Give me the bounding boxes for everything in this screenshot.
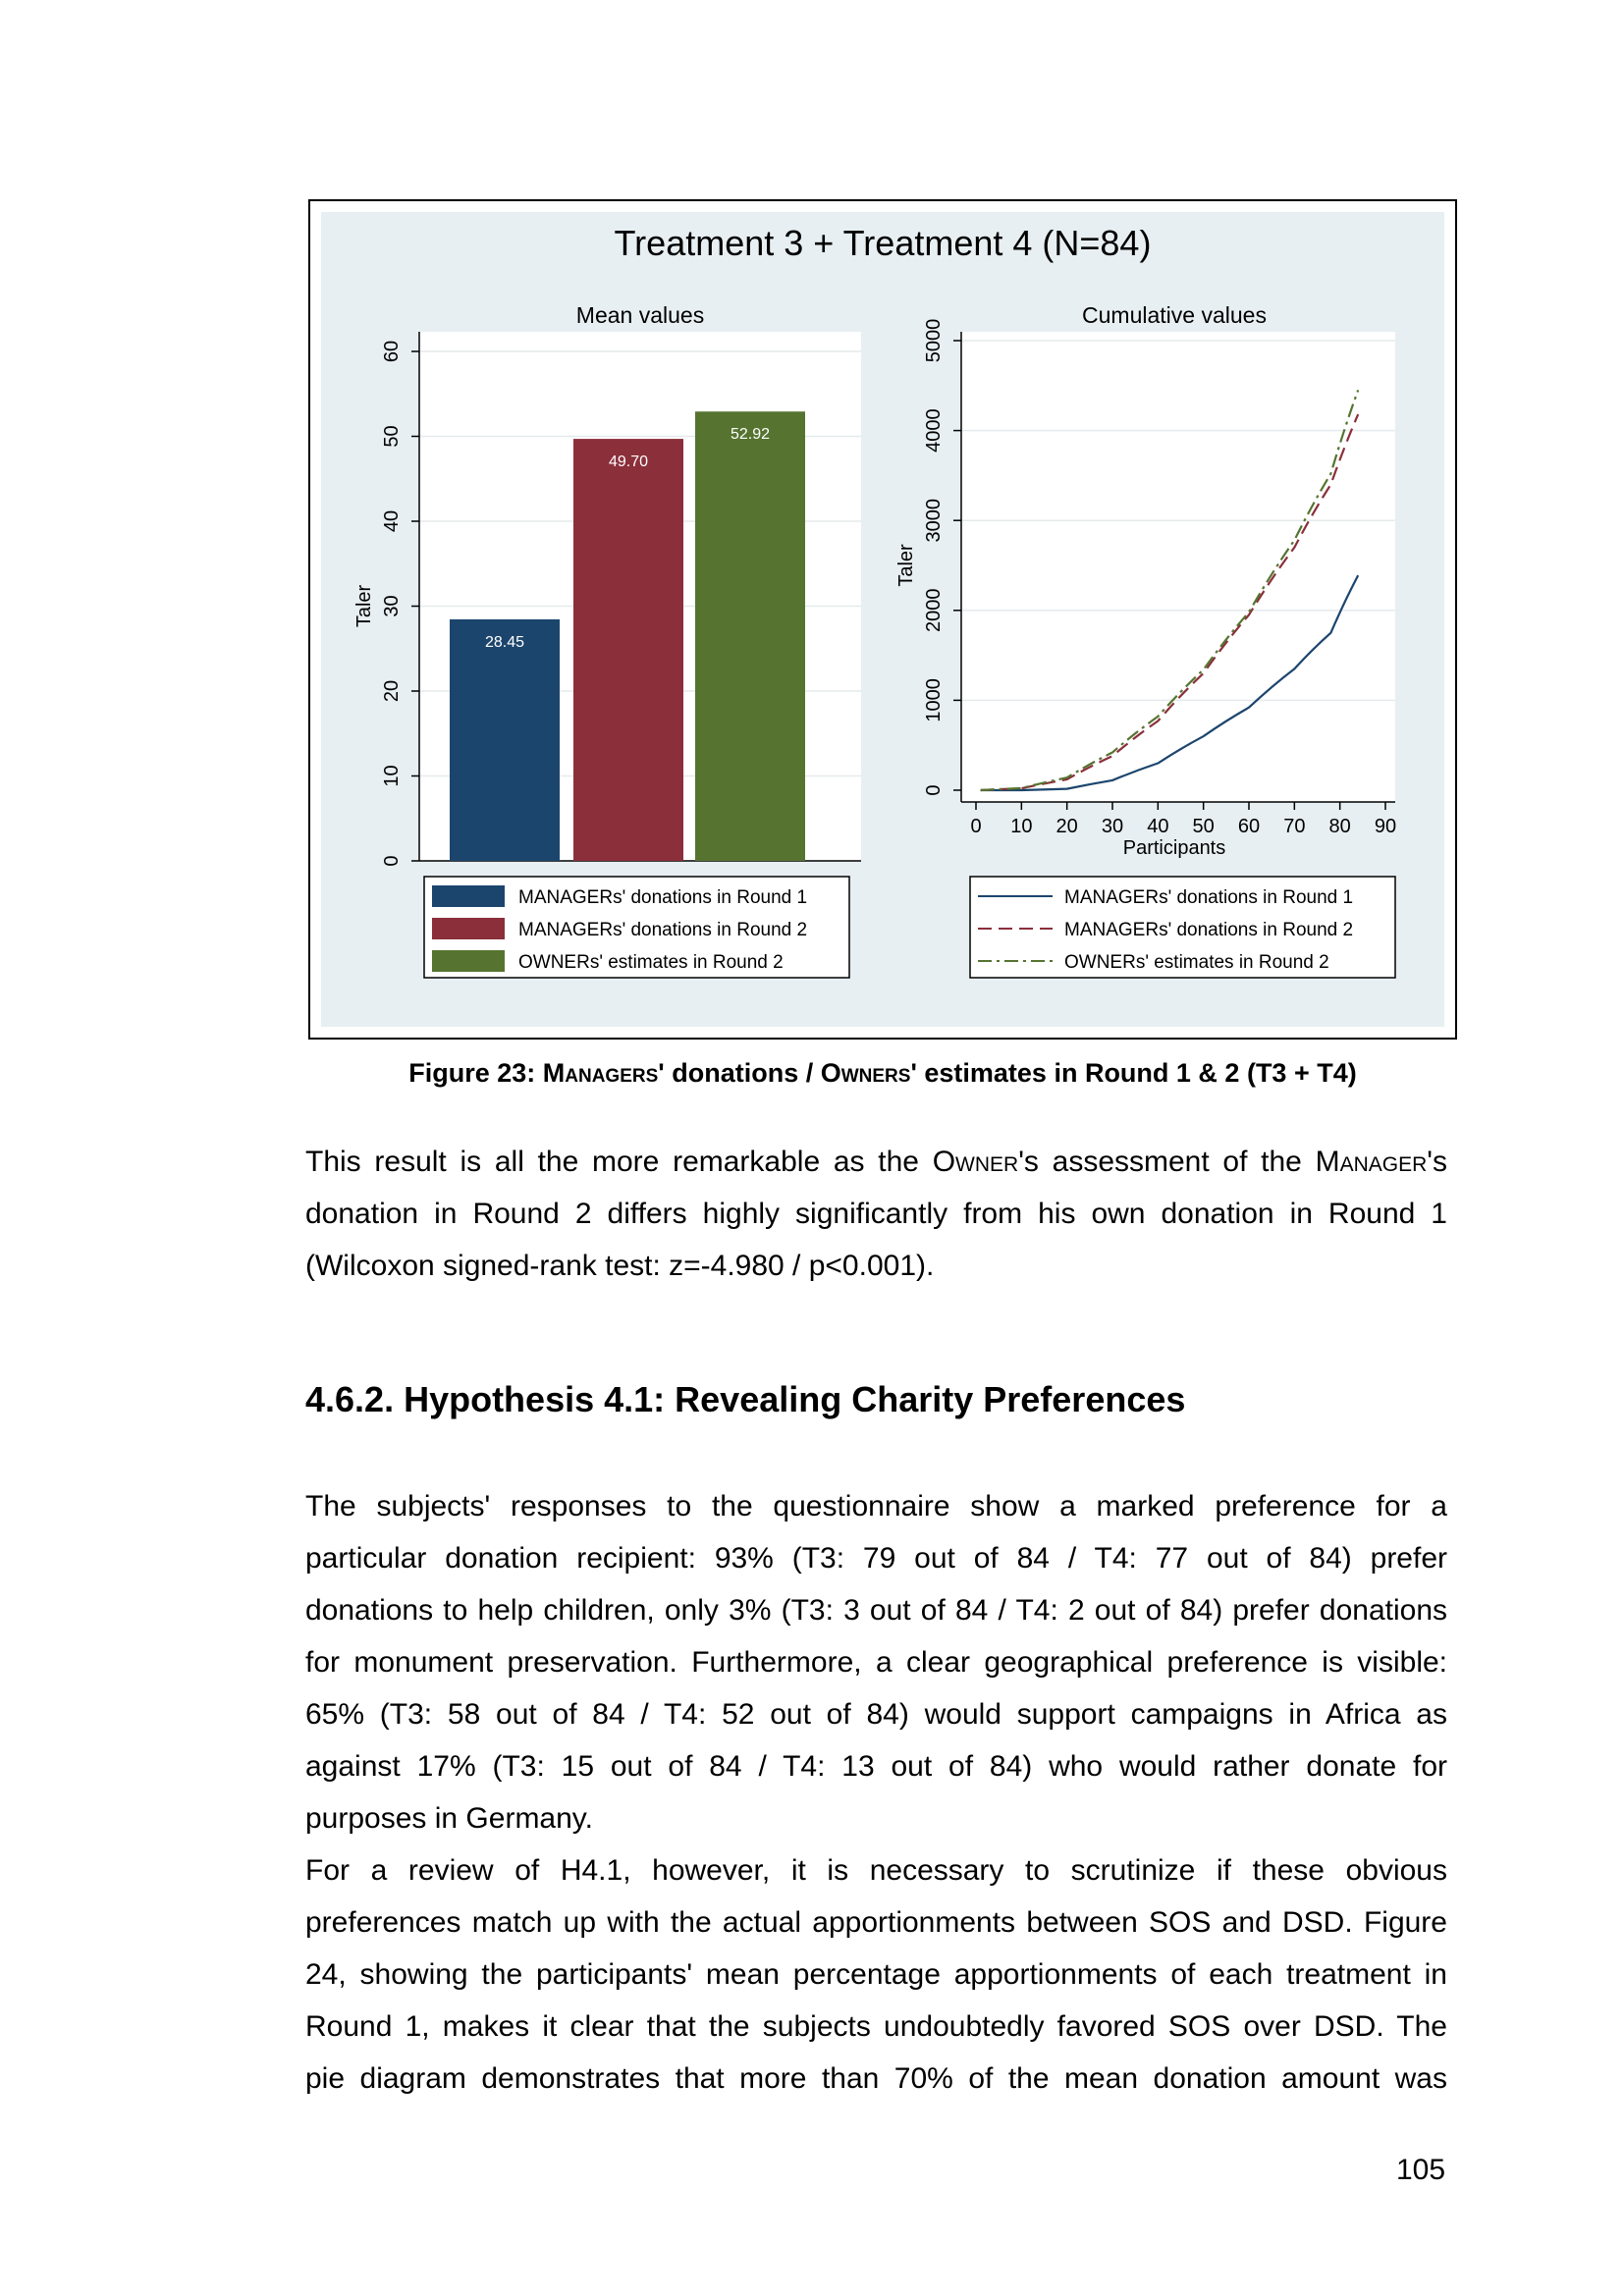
paragraph-3-line: preferences match up with the actual apportionments between SOS and DSD. Figure: [305, 1906, 1447, 1939]
paragraph-3-line: For a review of H4.1, however, it is necessary to scrutinize if these obvious: [305, 1854, 1447, 1887]
bar-y-tick-label: 50: [381, 425, 403, 448]
bar-value-label: 52.92: [730, 426, 771, 444]
bar-legend-label: MANAGERs' donations in Round 2: [518, 920, 808, 940]
figure-caption: [308, 1058, 1457, 1089]
line-x-tick-label: 80: [1328, 816, 1351, 837]
line-x-tick-label: 20: [1056, 816, 1078, 837]
bar-value-label: 28.45: [484, 633, 525, 651]
paragraph-1-line-3: (Wilcoxon signed-rank test: z=-4.980 / p<0.001).: [305, 1250, 935, 1282]
line-plot-area: [961, 332, 1395, 802]
figure-23: [308, 199, 1457, 1040]
page-number: 105: [1396, 2154, 1446, 2186]
bar-y-tick-label: 0: [381, 855, 403, 867]
paragraph-2-line: purposes in Germany.: [305, 1802, 593, 1835]
bar: [695, 411, 805, 861]
caption-managers: Managers: [542, 1058, 659, 1088]
section-heading: 4.6.2. Hypothesis 4.1: Revealing Charity Preferences: [305, 1379, 1186, 1419]
paragraph-2-line: for monument preservation. Furthermore, a clear geographical preference is visible:: [305, 1646, 1447, 1679]
paragraph-3-line: Round 1, makes it clear that the subjects undoubtedly favored SOS over DSD. The: [305, 2010, 1447, 2043]
bar-y-axis-label: Taler: [353, 584, 375, 628]
line-y-tick-label: 4000: [923, 408, 945, 453]
para1-manager: Manager: [1315, 1146, 1428, 1178]
bar-legend-swatch: [432, 918, 505, 939]
line-y-tick-label: 5000: [923, 318, 945, 363]
line-y-tick-label: 1000: [923, 678, 945, 722]
paragraph-1-line-2: donation in Round 2 differs highly significantly from his own donation in Round 1: [305, 1198, 1447, 1230]
para1-text-a: This result is all the more remarkable as the: [305, 1146, 933, 1178]
bar-legend-label: OWNERs' estimates in Round 2: [518, 952, 784, 973]
bar-subtitle: Mean values: [575, 302, 705, 328]
line-y-tick-label: 2000: [923, 588, 945, 633]
paragraph-3-line: 24, showing the participants' mean percentage apportionments of each treatment in: [305, 1958, 1447, 1991]
bar: [450, 619, 560, 861]
bar: [573, 439, 683, 861]
bar-y-tick-label: 10: [381, 765, 403, 787]
paragraph-2-line: The subjects' responses to the questionnaire show a marked preference for a: [305, 1490, 1447, 1522]
paragraph-2-line: particular donation recipient: 93% (T3: 79 out of 84 / T4: 77 out of 84) prefer: [305, 1542, 1447, 1575]
paragraph-1: [305, 1136, 1447, 1292]
line-x-tick-label: 10: [1010, 816, 1033, 837]
para1-owner: Owner: [932, 1146, 1019, 1178]
line-x-tick-label: 90: [1374, 816, 1397, 837]
line-x-tick-label: 40: [1147, 816, 1169, 837]
bar-legend-label: MANAGERs' donations in Round 1: [518, 887, 808, 908]
line-x-tick-label: 60: [1237, 816, 1261, 837]
paragraph-2: [305, 1480, 1447, 1844]
line-legend-label: MANAGERs' donations in Round 2: [1064, 920, 1354, 940]
bar-y-tick-label: 20: [381, 679, 403, 703]
bar-legend-swatch: [432, 950, 505, 972]
bar-value-label: 49.70: [608, 454, 649, 471]
figure-title: Treatment 3 + Treatment 4 (N=84): [614, 223, 1152, 263]
caption-prefix: Figure 23:: [408, 1058, 543, 1088]
caption-owners: Owners: [820, 1058, 911, 1088]
line-legend-label: MANAGERs' donations in Round 1: [1064, 887, 1354, 908]
line-legend-label: OWNERs' estimates in Round 2: [1064, 952, 1329, 973]
line-y-tick-label: 3000: [923, 498, 945, 543]
line-subtitle: Cumulative values: [1082, 302, 1267, 328]
paragraph-3: [305, 1844, 1447, 2105]
line-x-axis-label: Participants: [1122, 837, 1226, 859]
line-x-tick-label: 0: [970, 816, 982, 837]
bar-y-tick-label: 40: [381, 509, 403, 533]
paragraph-2-line: donations to help children, only 3% (T3: 3 out of 84 / T4: 2 out of 84) prefer donations: [305, 1594, 1447, 1627]
line-x-tick-label: 70: [1283, 816, 1306, 837]
line-x-tick-label: 30: [1101, 816, 1124, 837]
line-x-tick-label: 50: [1192, 816, 1215, 837]
line-y-tick-label: 0: [923, 784, 945, 796]
paragraph-2-line: 65% (T3: 58 out of 84 / T4: 52 out of 84) would support campaigns in Africa as: [305, 1698, 1447, 1731]
para1-text-c: 's: [1427, 1146, 1447, 1178]
caption-suffix: ' estimates in Round 1 & 2 (T3 + T4): [910, 1058, 1357, 1088]
paragraph-1-line-1: [305, 1136, 1447, 1188]
bar-y-tick-label: 60: [381, 340, 403, 363]
paragraph-3-line: pie diagram demonstrates that more than 70% of the mean donation amount was: [305, 2062, 1447, 2095]
figure-23-chart: [310, 201, 1455, 1038]
bar-legend-swatch: [432, 885, 505, 907]
caption-mid: ' donations /: [658, 1058, 821, 1088]
paragraph-2-line: against 17% (T3: 15 out of 84 / T4: 13 out of 84) who would rather donate for: [305, 1750, 1447, 1783]
line-y-axis-label: Taler: [895, 544, 917, 587]
para1-text-b: 's assessment of the: [1018, 1146, 1316, 1178]
bar-y-tick-label: 30: [381, 595, 403, 617]
